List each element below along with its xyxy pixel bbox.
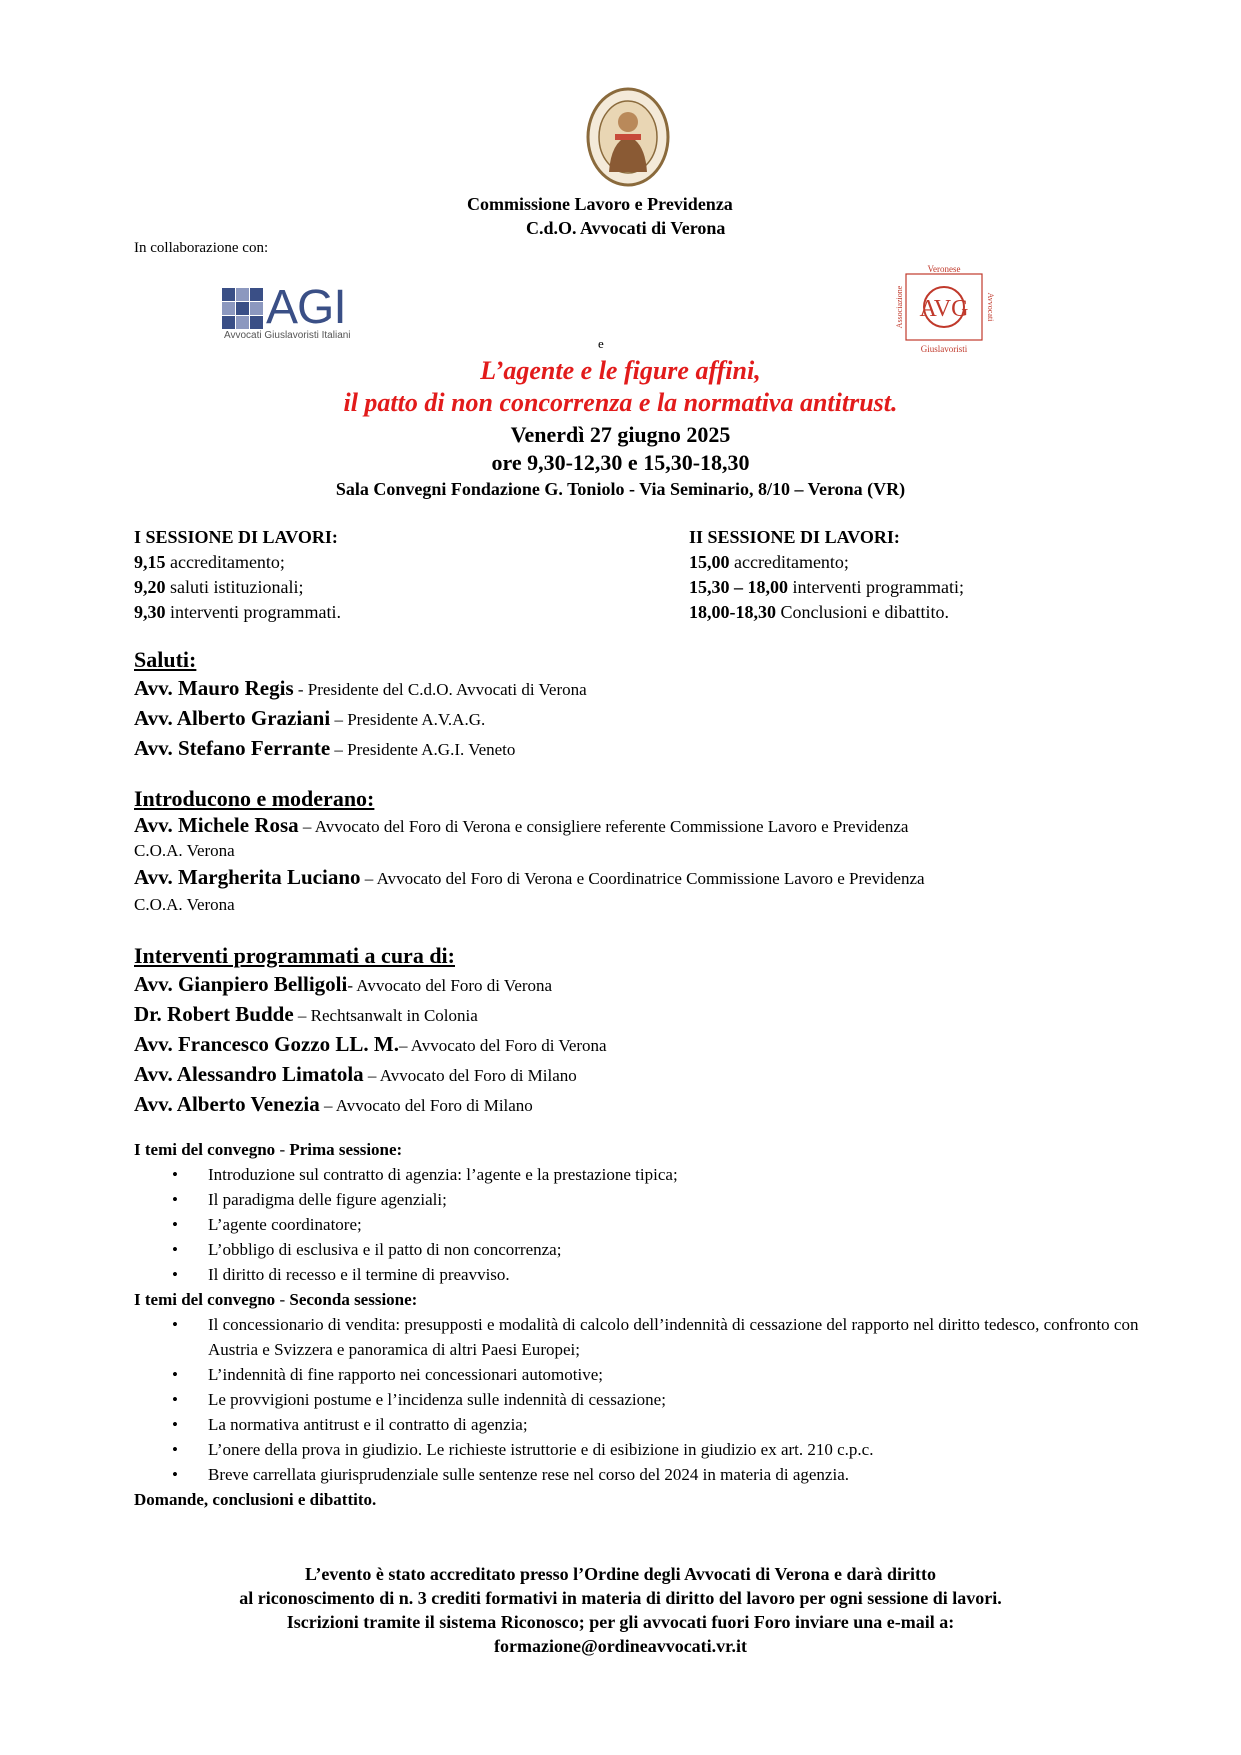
list-item: • Breve carrellata giurisprudenziale sulle sentenze rese nel corso del 2024 in materia di agenzia. xyxy=(208,1462,1174,1487)
moderator-row-continuation: C.O.A. Verona xyxy=(134,841,235,860)
footer-line-3: Iscrizioni tramite il sistema Riconosco; per gli avvocati fuori Foro inviare una e-mail a: xyxy=(286,1612,955,1632)
speaker-row: Avv. Francesco Gozzo LL. M.– Avvocato del Foro di Verona xyxy=(134,1032,607,1056)
speaker-row: Avv. Alessandro Limatola – Avvocato del Foro di Milano xyxy=(134,1062,577,1086)
session-1-row: 9,30 interventi programmati. xyxy=(134,602,341,622)
speaker-row: Avv. Alberto Graziani – Presidente A.V.A.G. xyxy=(134,706,486,730)
contact-email[interactable]: formazione@ordineavvocati.vr.it xyxy=(493,1636,748,1656)
topics-section xyxy=(134,1137,1174,1512)
moderator-row: Avv. Margherita Luciano – Avvocato del Foro di Verona e Coordinatrice Commissione Lavoro e Previdenza xyxy=(134,865,925,889)
topics-2-list xyxy=(134,1312,1174,1487)
moderator-row: Avv. Michele Rosa – Avvocato del Foro di Verona e consigliere referente Commissione Lavoro e Previdenza xyxy=(134,813,909,837)
collaboration-label: In collaborazione con: xyxy=(134,240,269,256)
speaker-row: Avv. Mauro Regis - Presidente del C.d.O. Avvocati di Verona xyxy=(134,676,587,700)
svg-text:Veronese: Veronese xyxy=(927,264,961,274)
saluti-heading: Saluti: xyxy=(134,647,197,672)
commission-title: Commissione Lavoro e Previdenza xyxy=(467,194,733,214)
event-title-line1: L’agente e le figure affini, xyxy=(480,356,761,385)
avag-logo xyxy=(892,264,996,354)
speaker-row: Avv. Gianpiero Belligoli- Avvocato del Foro di Verona xyxy=(134,972,553,996)
footer-line-1: L’evento è stato accreditato presso l’Ordine degli Avvocati di Verona e darà diritto xyxy=(305,1564,936,1584)
bullet-icon: • xyxy=(172,1440,178,1459)
bullet-icon: • xyxy=(172,1215,178,1234)
svg-text:Avvocati: Avvocati xyxy=(986,292,995,322)
svg-text:Giuslavoristi: Giuslavoristi xyxy=(920,344,968,354)
session-2-row: 15,30 – 18,00 interventi programmati; xyxy=(689,577,964,597)
list-item: • Introduzione sul contratto di agenzia: l’agente e la prestazione tipica; xyxy=(208,1162,1174,1187)
topics-2-heading: I temi del convegno - Seconda sessione: xyxy=(134,1290,418,1309)
bullet-icon: • xyxy=(172,1190,178,1209)
topics-1-list xyxy=(134,1162,1174,1287)
svg-text:Associazione: Associazione xyxy=(895,285,904,329)
session-2 xyxy=(689,525,1189,625)
moderators-section xyxy=(134,785,1114,917)
bullet-icon: • xyxy=(172,1415,178,1434)
session-2-row: 15,00 accreditamento; xyxy=(689,552,849,572)
speakers-heading: Interventi programmati a cura di: xyxy=(134,943,455,968)
session-1-row: 9,20 saluti istituzionali; xyxy=(134,577,304,597)
bullet-icon: • xyxy=(172,1165,178,1184)
session-1-title: I SESSIONE DI LAVORI: xyxy=(134,527,338,547)
event-venue: Sala Convegni Fondazione G. Toniolo - Via Seminario, 8/10 – Verona (VR) xyxy=(335,479,906,499)
list-item: • L’indennità di fine rapporto nei concessionari automotive; xyxy=(208,1362,1174,1387)
topics-1-heading: I temi del convegno - Prima sessione: xyxy=(134,1140,403,1159)
saluti-section xyxy=(134,646,1114,764)
footer-line-2: al riconoscimento di n. 3 crediti formativi in materia di diritto del lavoro per ogni sessione di lavori. xyxy=(239,1588,1002,1608)
moderator-row-continuation: C.O.A. Verona xyxy=(134,895,235,914)
bullet-icon: • xyxy=(172,1465,178,1484)
and-connector: e xyxy=(598,336,604,351)
agi-logo xyxy=(222,281,362,348)
list-item: • Le provvigioni postume e l’incidenza sulle indennità di cessazione; xyxy=(208,1387,1174,1412)
closing-line: Domande, conclusioni e dibattito. xyxy=(134,1490,377,1509)
session-2-title: II SESSIONE DI LAVORI: xyxy=(689,527,900,547)
list-item: • Il diritto di recesso e il termine di preavviso. xyxy=(208,1262,1174,1287)
speaker-row: Dr. Robert Budde – Rechtsanwalt in Colonia xyxy=(134,1002,478,1026)
list-item: • Il concessionario di vendita: presupposti e modalità di calcolo dell’indennità di cessazione del rapporto nel diritto tedesco, confronto con Austria e Svizzera e panoramica di altri Paesi Europei; xyxy=(208,1312,1174,1362)
session-1 xyxy=(134,525,654,625)
agi-squares-icon xyxy=(222,288,264,330)
accreditation-footer xyxy=(0,1562,1241,1658)
bullet-icon: • xyxy=(172,1365,178,1384)
speaker-row: Avv. Alberto Venezia – Avvocato del Foro di Milano xyxy=(134,1092,533,1116)
list-item: • L’obbligo di esclusiva e il patto di non concorrenza; xyxy=(208,1237,1174,1262)
svg-text:AVG: AVG xyxy=(919,296,969,322)
event-time: ore 9,30-12,30 e 15,30-18,30 xyxy=(491,450,750,475)
verona-bar-seal-logo xyxy=(585,86,671,188)
session-2-row: 18,00-18,30 Conclusioni e dibattito. xyxy=(689,602,949,622)
speakers-section xyxy=(134,942,1114,1120)
speaker-row: Avv. Stefano Ferrante – Presidente A.G.I. Veneto xyxy=(134,736,516,760)
list-item: • L’onere della prova in giudizio. Le richieste istruttorie e di esibizione in giudizio ex art. 210 c.p.c. xyxy=(208,1437,1174,1462)
bullet-icon: • xyxy=(172,1390,178,1409)
session-1-row: 9,15 accreditamento; xyxy=(134,552,285,572)
bullet-icon: • xyxy=(172,1315,178,1334)
moderators-heading: Introducono e moderano: xyxy=(134,786,375,811)
list-item: • Il paradigma delle figure agenziali; xyxy=(208,1187,1174,1212)
list-item: • L’agente coordinatore; xyxy=(208,1212,1174,1237)
list-item: • La normativa antitrust e il contratto di agenzia; xyxy=(208,1412,1174,1437)
bullet-icon: • xyxy=(172,1265,178,1284)
agi-logo-subtitle: Avvocati Giuslavoristi Italiani xyxy=(224,330,351,341)
event-title-line2: il patto di non concorrenza e la normativa antitrust. xyxy=(343,388,898,417)
event-title xyxy=(0,355,1241,419)
bullet-icon: • xyxy=(172,1240,178,1259)
event-date: Venerdì 27 giugno 2025 xyxy=(510,422,731,447)
council-subtitle: C.d.O. Avvocati di Verona xyxy=(526,218,726,238)
agi-logo-text: AGI xyxy=(266,281,346,334)
